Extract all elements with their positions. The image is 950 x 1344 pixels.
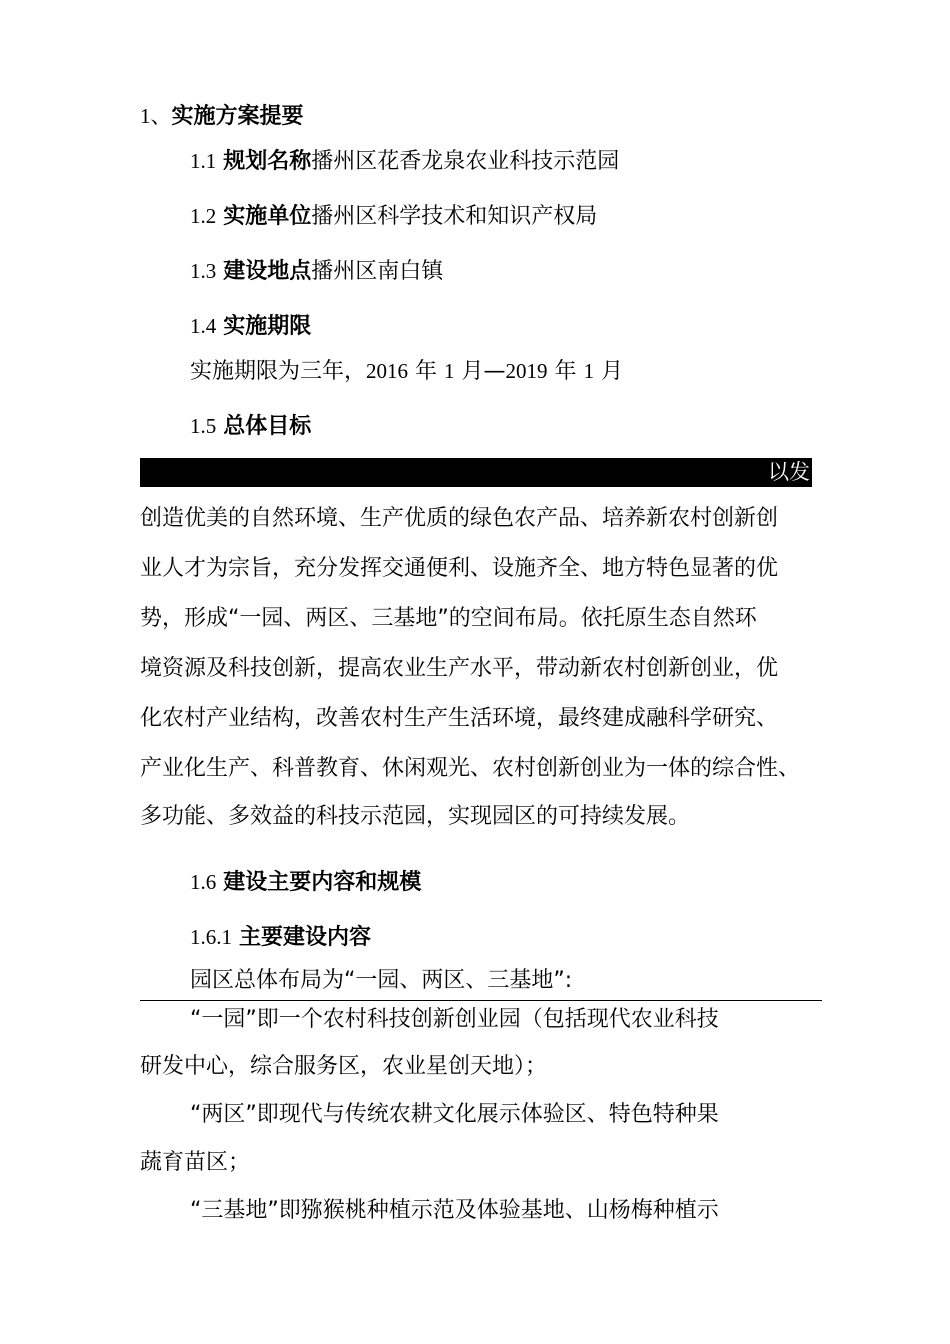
content-line: “一园”即一个农村科技创新创业园（包括现代农业科技 xyxy=(190,1007,719,1032)
content-line: 研发中心，综合服务区，农业星创天地）； xyxy=(140,1054,548,1079)
goal-line: 势，形成“一园、两区、三基地”的空间布局。依托原生态自然环 xyxy=(140,606,757,631)
goal-line: 创造优美的自然环境、生产优质的绿色农产品、培养新农村创新创 xyxy=(140,506,779,531)
content-line: 蔬育苗区； xyxy=(140,1150,251,1175)
item-implementing-unit: 1.2 实施单位播州区科学技术和知识产权局 xyxy=(190,204,598,229)
goal-line: 境资源及科技创新，提高农业生产水平，带动新农村创新创业，优 xyxy=(140,656,779,681)
item-main-content-heading: 1.6.1 主要建设内容 xyxy=(190,925,372,950)
item-location: 1.3 建设地点播州区南白镇 xyxy=(190,259,444,284)
layout-intro: 园区总体布局为“一园、两区、三基地”: xyxy=(190,968,573,993)
goal-line: 产业化生产、科普教育、休闲观光、农村创新创业为一体的综合性、 xyxy=(140,756,801,781)
content-line: “三基地”即猕猴桃种植示范及体验基地、山杨梅种植示 xyxy=(190,1198,719,1223)
period-text: 实施期限为三年，2016 年 1 月—2019 年 1 月 xyxy=(190,359,624,384)
item-goal-heading: 1.5 总体目标 xyxy=(190,414,312,439)
item-plan-name: 1.1 规划名称播州区花香龙泉农业科技示范园 xyxy=(190,149,620,174)
item-period-heading: 1.4 实施期限 xyxy=(190,314,312,339)
item-content-heading: 1.6 建设主要内容和规模 xyxy=(190,870,422,895)
goal-line: 业人才为宗旨，充分发挥交通便利、设施齐全、地方特色显著的优 xyxy=(140,556,779,581)
content-line: “两区”即现代与传统农耕文化展示体验区、特色特种果 xyxy=(190,1102,719,1127)
section-heading-1: 1、实施方案提要 xyxy=(140,104,304,129)
goal-line: 化农村产业结构，改善农村生产生活环境，最终建成融科学研究、 xyxy=(140,706,779,731)
redacted-bar: 以发 xyxy=(140,458,812,487)
horizontal-rule xyxy=(140,1000,822,1001)
goal-line: 多功能、多效益的科技示范园，实现园区的可持续发展。 xyxy=(140,804,691,829)
